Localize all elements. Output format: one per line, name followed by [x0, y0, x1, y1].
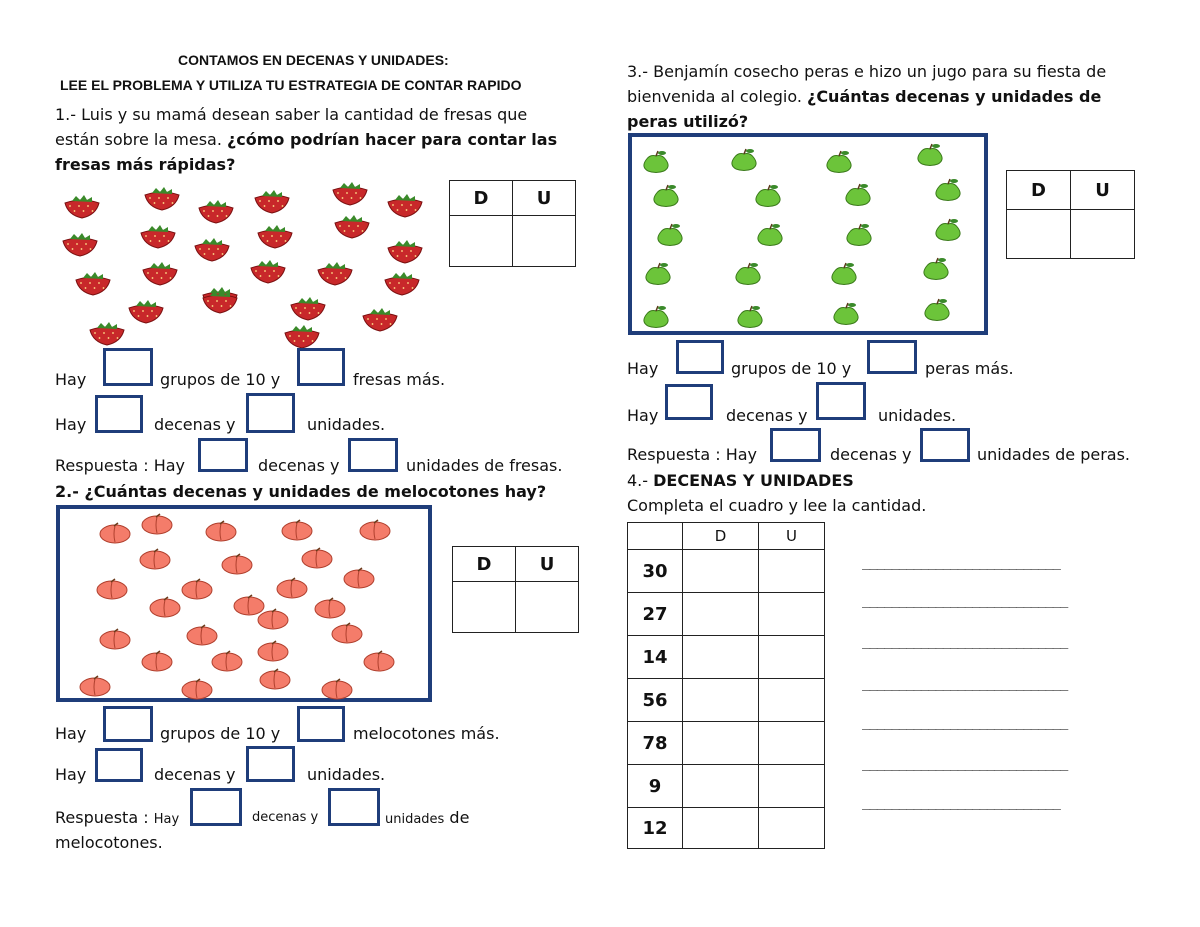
q4-header-u: U	[759, 523, 825, 550]
q1-answer-tens-box[interactable]	[198, 438, 248, 472]
peach-icon	[358, 519, 392, 541]
q4-title-text: DECENAS Y UNIDADES	[653, 471, 854, 490]
pear-icon	[728, 148, 760, 172]
q3-du-table	[1006, 170, 1135, 259]
q2-answer-line2: melocotones.	[55, 833, 163, 852]
q4-number-cell: 12	[628, 808, 683, 849]
q4-title-num: 4.-	[627, 471, 654, 490]
peach-icon	[275, 577, 309, 599]
peach-icon	[220, 553, 254, 575]
q2-answer-label	[55, 806, 179, 832]
q2-tens-label: decenas y	[154, 765, 236, 784]
q3-answer-tens-box[interactable]	[770, 428, 821, 462]
q2-du-cell-u[interactable]	[516, 582, 579, 633]
pear-icon	[932, 178, 964, 202]
pear-icon	[640, 150, 672, 174]
q2-answer-units-box[interactable]	[328, 788, 380, 826]
q1-tens-label: decenas y	[154, 415, 236, 434]
peach-icon	[320, 678, 354, 700]
q1-text-line2-plain: están sobre la mesa.	[55, 130, 227, 149]
q4-answer-line[interactable]: ____________________________	[862, 592, 1068, 608]
q2-answer-prefix: Respuesta :	[55, 808, 154, 827]
pear-icon	[920, 257, 952, 281]
q4-u-cell[interactable]	[759, 808, 825, 849]
q4-d-cell[interactable]	[683, 550, 759, 593]
pear-icon	[830, 302, 862, 326]
header-title: CONTAMOS EN DECENAS Y UNIDADES:	[178, 52, 449, 68]
q3-answer-label: Respuesta : Hay	[627, 445, 757, 464]
pear-icon	[640, 305, 672, 329]
table-row	[628, 765, 825, 808]
q1-extra-box[interactable]	[297, 348, 345, 386]
strawberry-icon	[255, 225, 295, 249]
header-instructions: LEE EL PROBLEMA Y UTILIZA TU ESTRATEGIA DE CONTAR RAPIDO	[60, 77, 522, 93]
peach-icon	[78, 675, 112, 697]
q4-u-cell[interactable]	[759, 593, 825, 636]
pear-icon	[650, 184, 682, 208]
q3-extra-box[interactable]	[867, 340, 917, 374]
strawberry-icon	[62, 195, 102, 219]
strawberry-icon	[382, 272, 422, 296]
q4-number-cell: 9	[628, 765, 683, 808]
q1-du-cell-d[interactable]	[450, 216, 513, 267]
q4-u-cell[interactable]	[759, 636, 825, 679]
pear-icon	[754, 223, 786, 247]
peach-icon	[98, 628, 132, 650]
q1-answer-units-box[interactable]	[348, 438, 398, 472]
q3-du-header-d: D	[1007, 171, 1071, 210]
strawberry-icon	[332, 215, 372, 239]
q4-answer-line[interactable]: ____________________________	[862, 675, 1068, 691]
q3-du-cell-u[interactable]	[1071, 210, 1135, 259]
q1-text-line2	[55, 128, 557, 152]
strawberry-icon	[60, 233, 100, 257]
table-row	[628, 808, 825, 849]
q1-du-cell-u[interactable]	[513, 216, 576, 267]
table-row	[628, 679, 825, 722]
peach-icon	[280, 519, 314, 541]
q1-text-line3: fresas más rápidas?	[55, 155, 236, 174]
q4-answer-line[interactable]: ___________________________	[862, 554, 1060, 570]
peach-icon	[95, 578, 129, 600]
pear-icon	[828, 262, 860, 286]
strawberry-icon	[200, 290, 240, 314]
strawberry-icon	[330, 182, 370, 206]
q3-answer-units-label: unidades de peras.	[977, 445, 1130, 464]
q4-subtitle: Completa el cuadro y lee la cantidad.	[627, 496, 927, 515]
q3-tens-box[interactable]	[665, 384, 713, 420]
q4-number-cell: 56	[628, 679, 683, 722]
q3-du-cell-d[interactable]	[1007, 210, 1071, 259]
peach-icon	[185, 624, 219, 646]
q4-d-cell[interactable]	[683, 679, 759, 722]
q1-hay2-label: Hay	[55, 415, 87, 434]
pear-icon	[914, 143, 946, 167]
q4-u-cell[interactable]	[759, 550, 825, 593]
strawberry-icon	[138, 225, 178, 249]
strawberry-icon	[126, 300, 166, 324]
pear-icon	[823, 150, 855, 174]
peach-icon	[148, 596, 182, 618]
q2-units-box[interactable]	[246, 746, 295, 782]
q1-hay-label: Hay	[55, 370, 87, 389]
q3-groups-box[interactable]	[676, 340, 724, 374]
peach-icon	[330, 622, 364, 644]
pear-icon	[932, 218, 964, 242]
q1-question: ¿cómo podrían hacer para contar las	[227, 130, 558, 149]
q4-d-cell[interactable]	[683, 765, 759, 808]
table-row	[628, 593, 825, 636]
q4-answer-line[interactable]: ____________________________	[862, 714, 1068, 730]
peach-icon	[258, 668, 292, 690]
pear-icon	[732, 262, 764, 286]
q3-text-line1: 3.- Benjamín cosecho peras e hizo un jugo para su fiesta de	[627, 62, 1107, 81]
q1-tens-box[interactable]	[95, 395, 143, 433]
q4-answer-line[interactable]: ____________________________	[862, 755, 1068, 771]
q4-d-cell[interactable]	[683, 636, 759, 679]
q4-title	[627, 469, 854, 493]
peach-icon	[98, 522, 132, 544]
q1-groups-box[interactable]	[103, 348, 153, 386]
q2-du-table	[452, 546, 579, 633]
q3-text-line3: peras utilizó?	[627, 112, 749, 131]
peach-icon	[210, 650, 244, 672]
table-row	[628, 636, 825, 679]
q4-d-cell[interactable]	[683, 593, 759, 636]
peach-icon	[256, 608, 290, 630]
strawberry-icon	[360, 308, 400, 332]
peach-icon	[204, 520, 238, 542]
q3-du-header-u: U	[1071, 171, 1135, 210]
peach-icon	[362, 650, 396, 672]
pear-icon	[752, 184, 784, 208]
peach-icon	[256, 640, 290, 662]
q1-answer-label: Respuesta : Hay	[55, 456, 185, 475]
q1-groups-label: grupos de 10 y	[160, 370, 281, 389]
pear-icon	[654, 223, 686, 247]
q1-units-box[interactable]	[246, 393, 295, 433]
strawberry-icon	[192, 238, 232, 262]
q2-du-cell-d[interactable]	[453, 582, 516, 633]
pear-icon	[734, 305, 766, 329]
q2-du-header-d: D	[453, 547, 516, 582]
q3-hay2-label: Hay	[627, 406, 659, 425]
q1-du-table	[449, 180, 576, 267]
q4-d-cell[interactable]	[683, 722, 759, 765]
q2-answer-tens-box[interactable]	[190, 788, 242, 826]
peach-icon	[180, 578, 214, 600]
strawberry-icon	[385, 194, 425, 218]
q1-answer-tens-label: decenas y	[258, 456, 340, 475]
q3-groups-label: grupos de 10 y	[731, 359, 852, 378]
q4-u-cell[interactable]	[759, 679, 825, 722]
table-row	[628, 550, 825, 593]
q2-answer-tens-label: decenas y	[252, 810, 319, 825]
q4-u-cell[interactable]	[759, 722, 825, 765]
q3-answer-units-box[interactable]	[920, 428, 970, 462]
q2-hay2-label: Hay	[55, 765, 87, 784]
peach-icon	[300, 547, 334, 569]
q2-groups-box[interactable]	[103, 706, 153, 742]
q4-number-cell: 14	[628, 636, 683, 679]
q2-groups-label: grupos de 10 y	[160, 724, 281, 743]
q1-du-header-d: D	[450, 181, 513, 216]
peach-icon	[140, 650, 174, 672]
q2-units-label: unidades.	[307, 765, 386, 784]
q2-title: 2.- ¿Cuántas decenas y unidades de melocotones hay?	[55, 482, 547, 501]
q2-more-label: melocotones más.	[353, 724, 500, 743]
q1-du-header-u: U	[513, 181, 576, 216]
q2-du-header-u: U	[516, 547, 579, 582]
pear-icon	[843, 223, 875, 247]
q2-answer-units-word: unidades	[385, 812, 445, 827]
q3-more-label: peras más.	[925, 359, 1014, 378]
strawberry-icon	[315, 262, 355, 286]
pear-icon	[921, 298, 953, 322]
table-row	[628, 722, 825, 765]
strawberry-icon	[252, 190, 292, 214]
strawberry-icon	[140, 262, 180, 286]
q1-text-line1: 1.- Luis y su mamá desean saber la cantidad de fresas que	[55, 105, 528, 124]
peach-icon	[313, 597, 347, 619]
q4-d-cell[interactable]	[683, 808, 759, 849]
q3-answer-tens-label: decenas y	[830, 445, 912, 464]
q4-number-cell: 78	[628, 722, 683, 765]
pear-icon	[842, 183, 874, 207]
q2-extra-box[interactable]	[297, 706, 345, 742]
q3-tens-label: decenas y	[726, 406, 808, 425]
q4-u-cell[interactable]	[759, 765, 825, 808]
q2-answer-units-label	[385, 806, 469, 832]
q3-units-box[interactable]	[816, 382, 866, 420]
pear-icon	[642, 262, 674, 286]
q2-answer-hay: Hay	[153, 812, 180, 827]
strawberry-icon	[142, 187, 182, 211]
q4-header-blank	[628, 523, 683, 550]
q2-answer-de: de	[444, 808, 470, 827]
strawberry-icon	[73, 272, 113, 296]
strawberry-icon	[87, 322, 127, 346]
peach-icon	[140, 513, 174, 535]
q1-units-label: unidades.	[307, 415, 386, 434]
q1-more-label: fresas más.	[353, 370, 446, 389]
q4-header-d: D	[683, 523, 759, 550]
q3-text-line2	[627, 85, 1101, 109]
q4-answer-line[interactable]: ___________________________	[862, 794, 1060, 810]
q4-number-cell: 27	[628, 593, 683, 636]
q4-answer-line[interactable]: ____________________________	[862, 633, 1068, 649]
q3-question: ¿Cuántas decenas y unidades de	[807, 87, 1102, 106]
q4-table	[627, 522, 825, 849]
peach-icon	[342, 567, 376, 589]
q4-number-cell: 30	[628, 550, 683, 593]
strawberry-icon	[288, 297, 328, 321]
q3-text-line2-plain: bienvenida al colegio.	[627, 87, 808, 106]
q2-hay-label: Hay	[55, 724, 87, 743]
q2-tens-box[interactable]	[95, 748, 143, 782]
strawberry-icon	[248, 260, 288, 284]
strawberry-icon	[282, 325, 322, 349]
peach-icon	[180, 678, 214, 700]
q1-answer-units-label: unidades de fresas.	[406, 456, 563, 475]
q3-hay-label: Hay	[627, 359, 659, 378]
strawberry-icon	[385, 240, 425, 264]
strawberry-icon	[196, 200, 236, 224]
peach-icon	[138, 548, 172, 570]
q3-units-label: unidades.	[878, 406, 957, 425]
